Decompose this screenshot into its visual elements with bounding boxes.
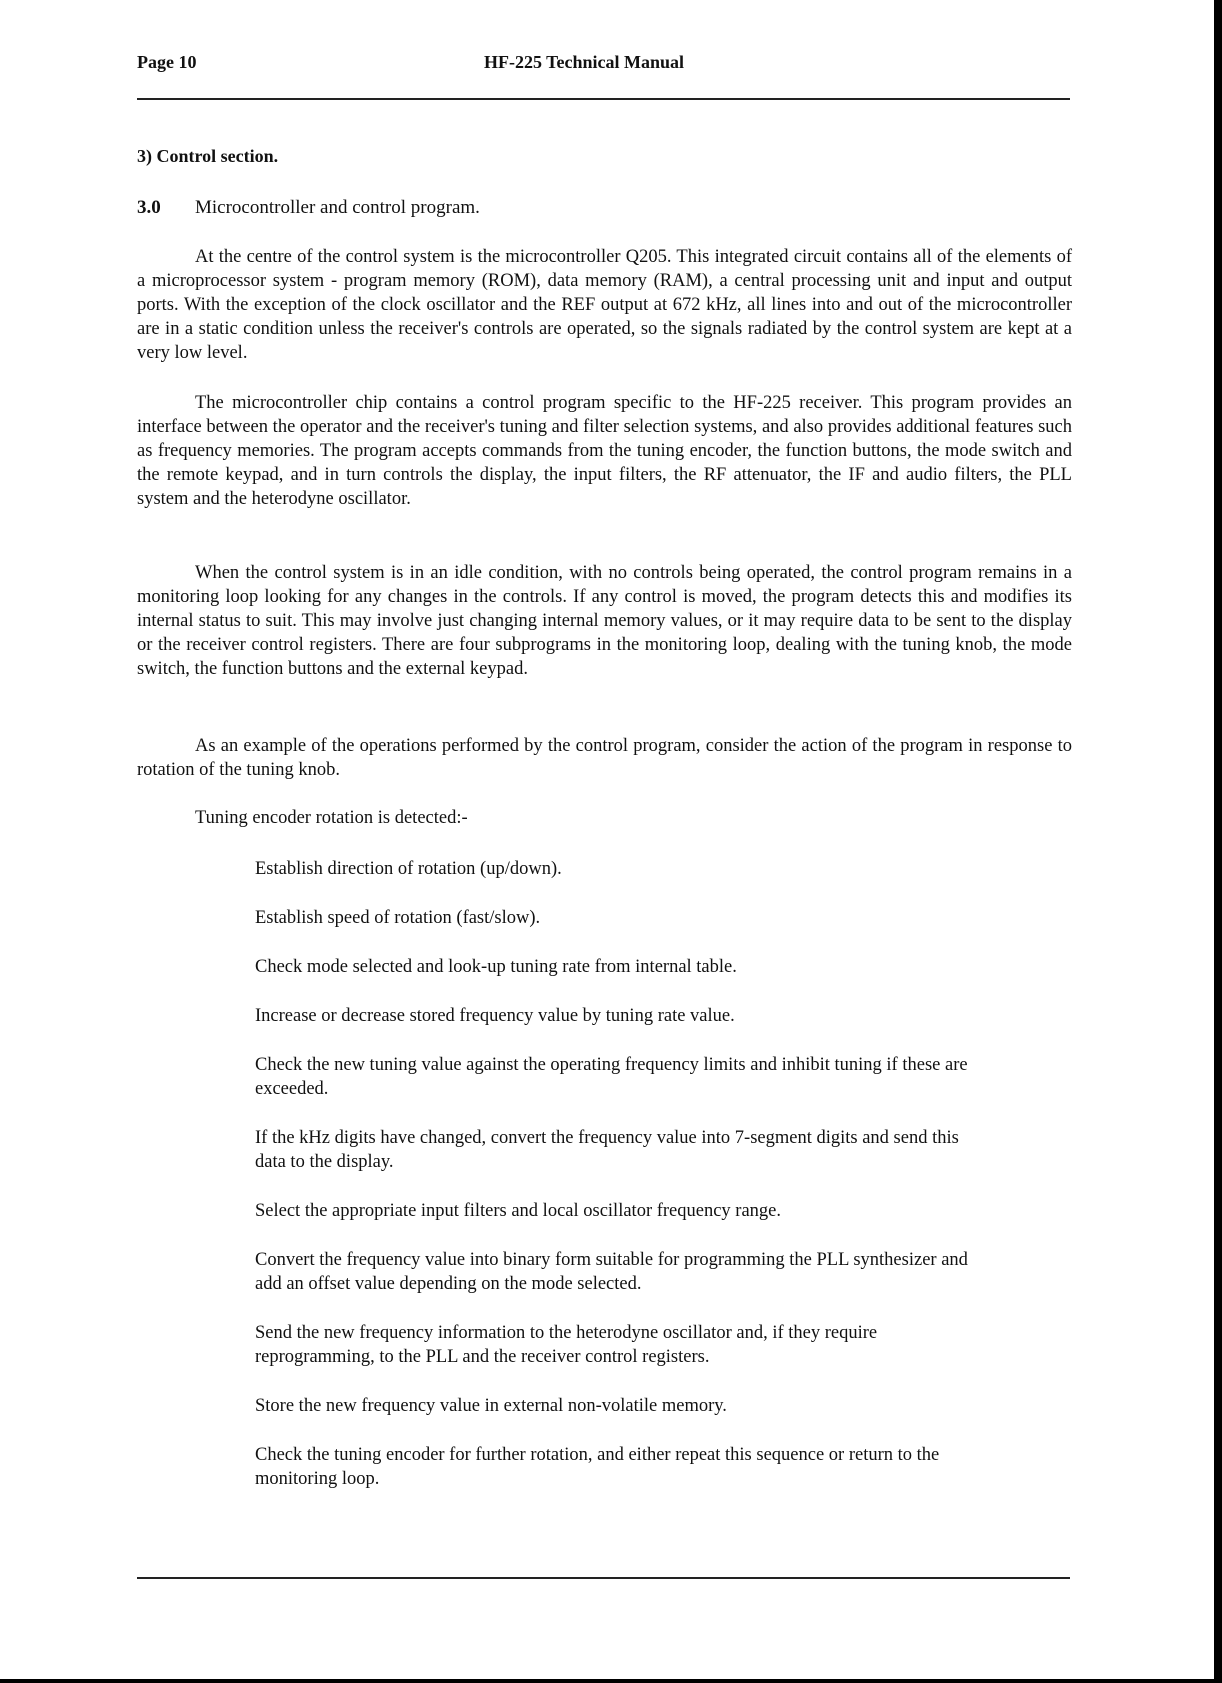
list-item: Send the new frequency information to the heterodyne oscillator and, if they require reprogramming, to the PLL and the receiver control registers. bbox=[255, 1323, 878, 1367]
paragraph-idle-condition: When the control system is in an idle condition, with no controls being operated, the control program remains in a monitoring loop looking for any changes in the controls. If any control is moved, the program detects this and modifies its internal status to suit. This may involve just changing internal memory values, or it may require data to be sent to the display or the receiver control registers. There are four subprograms in the monitoring loop, dealing with the tuning knob, the mode switch, the function buttons and the external keypad. bbox=[137, 563, 1072, 679]
footer-rule bbox=[137, 1577, 1070, 1579]
scan-edge-bottom bbox=[0, 1679, 1222, 1683]
list-item: Check the tuning encoder for further rotation, and either repeat this sequence or return to the monitoring loop. bbox=[255, 1445, 940, 1489]
document-title: HF-225 Technical Manual bbox=[484, 52, 685, 72]
section-heading: 3) Control section. bbox=[137, 146, 279, 166]
list-item: Increase or decrease stored frequency value by tuning rate value. bbox=[255, 1006, 735, 1026]
paragraph-example: As an example of the operations performed by the control program, consider the action of the program in response to rotation of the tuning knob. bbox=[137, 736, 1072, 780]
list-item: Check mode selected and look-up tuning rate from internal table. bbox=[255, 957, 737, 977]
steps-intro: Tuning encoder rotation is detected:- bbox=[195, 808, 468, 828]
list-item: Check the new tuning value against the operating frequency limits and inhibit tuning if these are exceeded. bbox=[255, 1055, 968, 1099]
page-header bbox=[137, 52, 1070, 82]
list-item: Store the new frequency value in external non-volatile memory. bbox=[255, 1396, 727, 1416]
tuning-steps-list bbox=[255, 857, 975, 1516]
subsection-heading bbox=[137, 197, 480, 219]
scan-edge-right bbox=[1214, 0, 1222, 1683]
page-number: Page 10 bbox=[137, 52, 197, 72]
paragraph-control-program: The microcontroller chip contains a control program specific to the HF-225 receiver. This program provides an interface between the operator and the receiver's tuning and filter selection systems, and also provides additional features such as frequency memories. The program accepts commands from the tuning encoder, the function buttons, the mode switch and the remote keypad, and in turn controls the display, the input filters, the RF attenuator, the IF and audio filters, the PLL system and the heterodyne oscillator. bbox=[137, 393, 1072, 509]
header-rule bbox=[137, 98, 1070, 100]
list-item: Convert the frequency value into binary form suitable for programming the PLL synthesizer and add an offset value depending on the mode selected. bbox=[255, 1250, 968, 1294]
subsection-number: 3.0 bbox=[137, 197, 161, 218]
paragraph-microcontroller: At the centre of the control system is the microcontroller Q205. This integrated circuit contains all of the elements of a microprocessor system - program memory (ROM), data memory (RAM), a central processing unit and input and output ports. With the exception of the clock oscillator and the REF output at 672 kHz, all lines into and out of the microcontroller are in a static condition unless the receiver's controls are operated, so the signals radiated by the control system are kept at a very low level. bbox=[137, 247, 1072, 363]
list-item: Establish speed of rotation (fast/slow). bbox=[255, 908, 541, 928]
subsection-title: Microcontroller and control program. bbox=[195, 197, 480, 218]
list-item: If the kHz digits have changed, convert the frequency value into 7-segment digits and send this data to the display. bbox=[255, 1128, 959, 1172]
list-item: Establish direction of rotation (up/down). bbox=[255, 859, 562, 879]
list-item: Select the appropriate input filters and local oscillator frequency range. bbox=[255, 1201, 782, 1221]
